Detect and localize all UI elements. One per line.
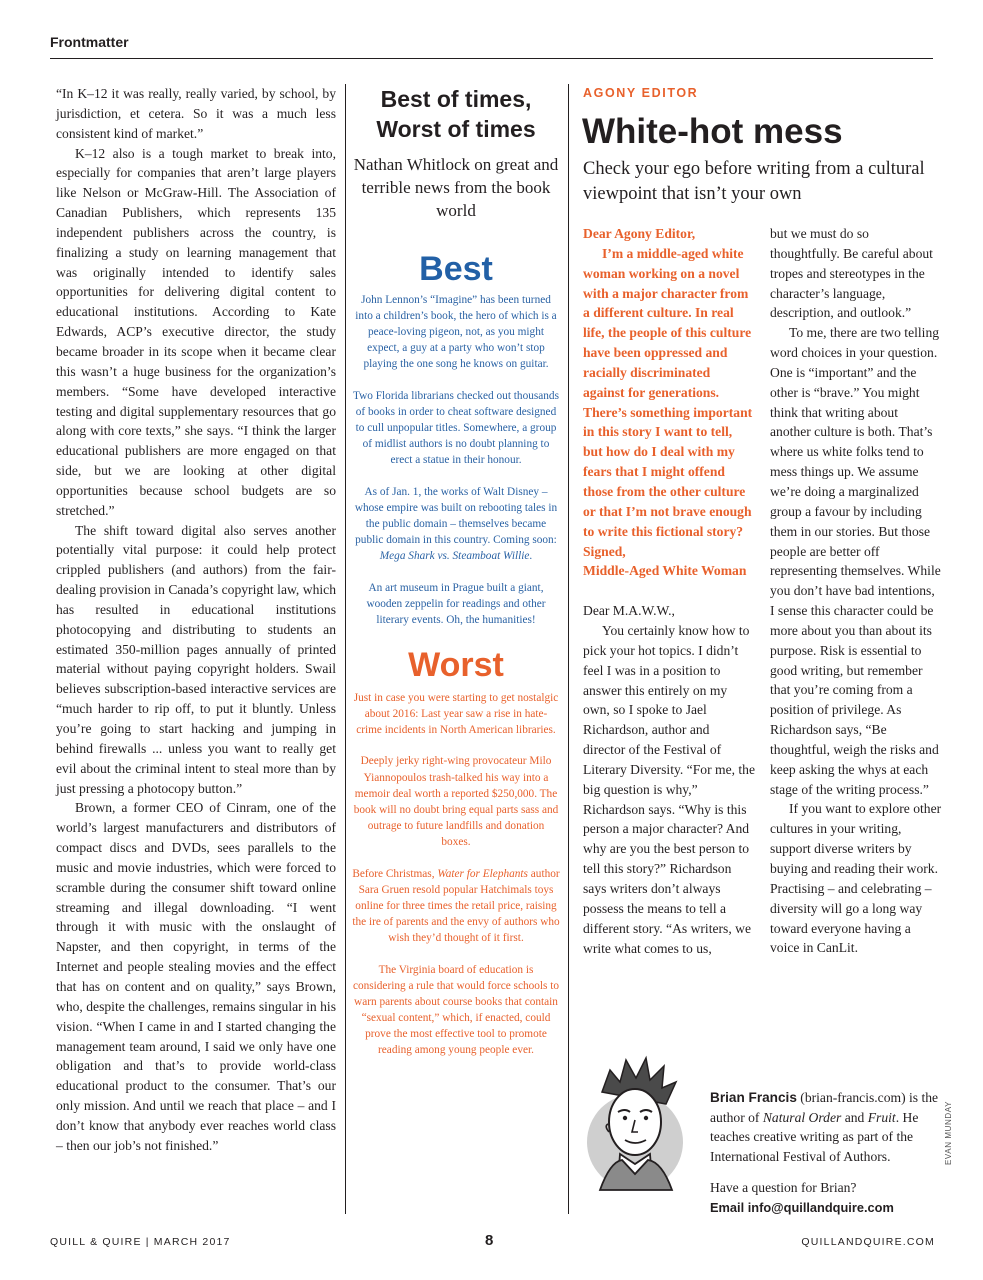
bio-rest: . He teaches creative writing as part of the International Festival of Authors. — [710, 1109, 919, 1164]
article-paragraph: K–12 also is a tough market to break into, especially for companies that aren’t large players like Nelson or McGraw-Hill. The Association of Canadian Publishers, which represents 135 independent publishers across the country, is finalizing a study on learning management that was originally intended to identify sales opportunities for delivering digital content to educational institutions. According to Kate Edwards, ACP’s executive director, the study became broader in its scope when it became clear this wasn’t a huge business for the organization’s members. “Some have developed interactive testing and digital supplementary resources that go along with core texts,” she says. “I think the larger educational publishers are more engaged on that side, but we are looking at other digital opportunities because school budgets are so stretched.” — [56, 145, 336, 518]
reply-paragraph: To me, there are two telling word choices in your question. One is “important” and the other is “brave.” You might think that writing about another culture is both. That’s where us white folks tend to mess things up. We assume we’re doing a marginalized group a favour by including them in our stories. But those people are better off representing themselves. While you don’t have bad intentions, I sense this character could be more about you than about its purpose. Risk is essential to good writing, but remember that you’re coming from a position of privilege. As Richardson says, “Be thoughtful, weigh the risks and keep asking the whys at each stage of the writing process.” — [770, 325, 941, 797]
sidebar-title — [352, 84, 560, 144]
article-dek: Check your ego before writing from a cultural viewpoint that isn’t your own — [583, 159, 925, 204]
worst-item-title: Water for Elephants — [437, 867, 528, 880]
article-paragraph: The shift toward digital also serves another potentially vital purpose: it could help protect crippled publishers (and authors) from the fair-dealing provision in Canada’s copyright law, which has resulted in educational institutions photocopying and distributing to students an estimated 350-million pages annually of printed material without paying copyright holders. Swail believes subscription-based interactive services are “much harder to rip off, to put it bluntly. Unless you’re going to start hacking and jumping in behind firewalls ... unless you want to really get evil about the criminal intent to steal more than by just pressing a photocopy button.” — [56, 522, 336, 796]
best-item-end: . — [529, 550, 533, 563]
letter-body — [583, 244, 755, 542]
letter-signature: Middle-Aged White Woman — [583, 563, 747, 579]
advice-column-1 — [583, 224, 755, 958]
best-item: John Lennon’s “Imagine” has been turned into a children’s book, the hero of which is a peace-loving pigeon, not, as you might expect, a guy at a party who won’t stop playing the one song he knows on guitar. — [355, 294, 557, 371]
best-worst-sidebar — [352, 84, 560, 1074]
question-text: Have a question for Brian? — [710, 1180, 857, 1195]
best-item-text: As of Jan. 1, the works of Walt Disney – whose empire was built on rebooting tales in the public domain – themselves became public domain in this country. Coming soon: — [354, 485, 558, 547]
article-paragraph: Brown, a former CEO of Cinram, one of the world’s largest manufacturers and distributors of compact discs and DVDs, sees parallels to the music and movie industries, which were forced to scramble during the consumer shift toward online streaming and illegal downloading. “I went through it with music with the onslaught of Napster, and then copyright, in terms of the Internet and people stealing movies and the effect that has on content and on quality,” says Brown, who, despite the challenges, remains singular in his vision. “When I came in and I started changing the management team around, I said we only have one obligation and that’s to provide world-class educational product to the consumer. That’s our only mission. And until we reach that place – and I don’t know that anybody ever reaches world class – then our job’s not finished.” — [56, 800, 336, 1153]
email-link[interactable]: Email info@quillandquire.com — [710, 1199, 894, 1215]
worst-item: The Virginia board of education is considering a rule that would force schools to warn parents about course books that contain “sexual content,” which, if enacted, could prove the most effective tool to promote reading among young people ever. — [352, 963, 560, 1056]
worst-item — [352, 866, 560, 946]
bio-and: and — [844, 1109, 865, 1125]
author-name: Brian Francis — [710, 1090, 797, 1105]
section-label: Frontmatter — [50, 34, 129, 50]
author-portrait-icon — [580, 1052, 690, 1192]
author-site: (brian-francis.com) is the author of — [710, 1090, 939, 1125]
letter-greeting: Dear Agony Editor, — [583, 226, 696, 241]
feature-article-column — [56, 84, 336, 1156]
worst-item: Deeply jerky right-wing provocateur Milo Yiannopoulos trash-talked his way into a memoir deal worth a reported $250,000. The book will no doubt bring equal parts sass and outrage to future landfills and donation boxes. — [353, 755, 559, 848]
worst-heading: Worst — [408, 645, 504, 684]
sidebar-dek: Nathan Whitlock on great and terrible news from the book world — [353, 155, 559, 220]
reply-paragraph-continued: but we must do so thoughtfully. Be careful about tropes and stereotypes in the character’s language, description, and outlook.” — [770, 226, 933, 321]
best-item-title: Mega Shark vs. Steamboat Willie — [379, 550, 530, 563]
column-divider-right — [568, 84, 569, 1214]
reply-paragraph: You certainly know how to pick your hot topics. I didn’t feel I was in a position to answer this entirely on my own, so I spoke to Jael Richardson, author and director of the Festival of Literary Diversity. “For me, the big question is why,” Richardson says. “Why is this person a major character? And why are you the best person to tell this story?” Richardson says writers don’t always possess the means to tell a different story. “As writers, we write what comes to us, — [583, 623, 756, 956]
best-item: An art museum in Prague built a giant, wooden zeppelin for readings and other literary events. Oh, the humanities! — [366, 581, 546, 627]
page-number: 8 — [485, 1232, 494, 1249]
illustration-credit: EVAN MUNDAY — [944, 1100, 953, 1165]
article-paragraph: “In K–12 it was really, really varied, by school, by jurisdiction, et cetera. So it was a much less consistent kind of market.” — [56, 86, 336, 141]
article-title: White-hot mess — [582, 112, 843, 151]
worst-item: Just in case you were starting to get nostalgic about 2016: Last year saw a rise in hate-crime incidents in North American libraries. — [353, 691, 559, 736]
sidebar-title-line: Best of times, — [380, 86, 532, 112]
reply-greeting: Dear M.A.W.W., — [583, 603, 675, 619]
book-title: Fruit — [867, 1109, 896, 1125]
footer-website[interactable]: QUILLANDQUIRE.COM — [801, 1236, 935, 1248]
column-divider-left — [345, 84, 346, 1214]
advice-column-2 — [770, 224, 942, 958]
footer-publication: QUILL & QUIRE | MARCH 2017 — [50, 1236, 231, 1248]
best-item — [352, 484, 560, 564]
worst-item-pre: Before Christmas, — [352, 867, 435, 880]
author-bio — [710, 1088, 942, 1166]
column-kicker: AGONY EDITOR — [583, 86, 699, 100]
top-rule — [50, 58, 933, 59]
letter-signed: Signed, — [583, 543, 626, 559]
best-item: Two Florida librarians checked out thousands of books in order to cheat software designed to cull unpopular titles. Somewhere, a group of midlist authors is no doubt planning to erect a statue in their honour. — [353, 389, 559, 467]
worst-item-post: author Sara Gruen resold popular Hatchimals toys online for three times the retail price, raising the ire of parents and the envy of authors who wish they’d thought of it first. — [352, 867, 560, 944]
reply-paragraph: If you want to explore other cultures in your writing, support diverse writers by buying and reading their work. Practising – and celebrating – diversity will go a long way toward everyone having a voice in CanLit. — [770, 801, 942, 956]
sidebar-title-line: Worst of times — [376, 116, 536, 142]
letter-body-text: I’m a middle-aged white woman working on a novel with a major character from a different culture. In real life, the people of this culture have been oppressed and racially discriminated against for generations. There’s something important in this story I want to tell, but how do I deal with my fears that I might offend those from the other culture or that I’m not brave enough to write this fictional story? — [583, 245, 753, 539]
question-prompt — [710, 1178, 942, 1217]
best-heading: Best — [419, 250, 493, 288]
book-title: Natural Order — [762, 1109, 842, 1125]
